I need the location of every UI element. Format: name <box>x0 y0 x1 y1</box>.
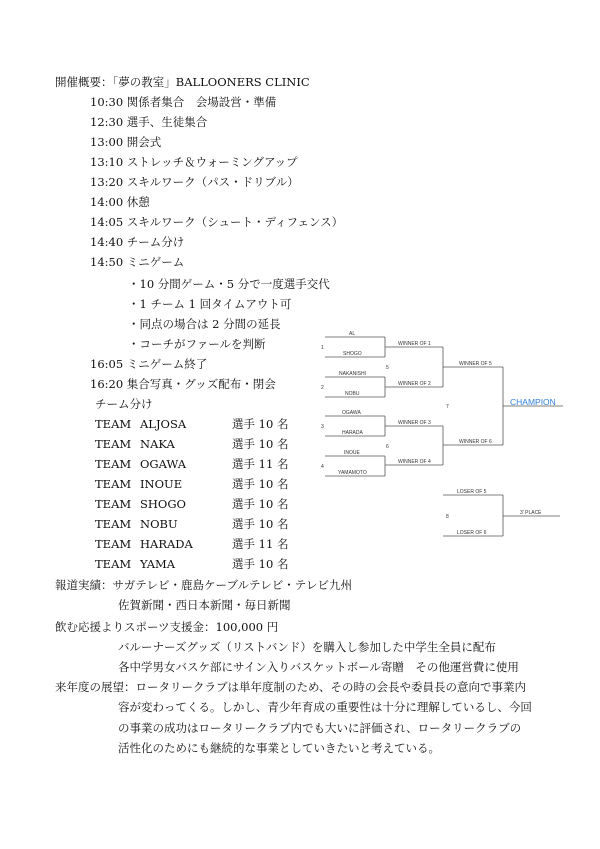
team-player-count: 選手 10 名 <box>232 517 289 531</box>
player-name: OGAWA <box>342 410 361 416</box>
game-number: 7 <box>446 404 449 410</box>
schedule-item: 14:05 スキルワーク（シュート・ディフェンス） <box>90 215 344 229</box>
funds-usage: バルーナーズグッズ（リストバンド）を購入し参加した中学生全員に配布 <box>118 640 496 654</box>
champion-label: CHAMPION <box>510 397 556 407</box>
team-player-count: 選手 11 名 <box>232 537 289 551</box>
bracket-lines <box>325 337 563 536</box>
game-number: 1 <box>321 345 324 351</box>
minigame-rule: ・10 分間ゲーム・5 分で一度選手交代 <box>128 277 330 291</box>
team-player-count: 選手 10 名 <box>232 417 289 431</box>
player-name: HARADA <box>342 430 363 436</box>
schedule-item: 13:00 開会式 <box>90 135 162 149</box>
schedule-item: 14:00 休憩 <box>90 195 150 209</box>
winner-label: WINNER OF 6 <box>459 439 492 445</box>
game-number: 5 <box>386 365 389 371</box>
team-label: TEAM <box>95 477 132 491</box>
player-name: INOUE <box>344 450 360 456</box>
teams-heading: チーム分け <box>95 397 153 411</box>
player-name: YAMAMOTO <box>338 470 367 476</box>
team-name: ALJOSA <box>140 417 187 431</box>
third-place-label: 3' PLACE <box>520 510 542 516</box>
game-number: 4 <box>321 464 324 470</box>
team-name: SHOGO <box>140 497 186 511</box>
schedule-item: 13:20 スキルワーク（パス・ドリブル） <box>90 175 299 189</box>
minigame-rule: ・同点の場合は 2 分間の延長 <box>128 317 281 331</box>
schedule-item: 16:20 集合写真・グッズ配布・閉会 <box>90 377 276 391</box>
team-name: HARADA <box>140 537 193 551</box>
media-coverage-cont: 佐賀新聞・西日本新聞・毎日新聞 <box>118 598 291 612</box>
game-number: 2 <box>321 385 324 391</box>
player-name: SHOGO <box>343 351 362 357</box>
player-name: NOBU <box>345 391 360 397</box>
schedule-item: 12:30 選手、生徒集合 <box>90 115 208 129</box>
funds-amount: 飲む応援よりスポーツ支援金：100,000 円 <box>55 620 279 634</box>
team-label: TEAM <box>95 417 132 431</box>
minigame-rule: ・コーチがファールを判断 <box>128 337 266 351</box>
team-player-count: 選手 10 名 <box>232 437 289 451</box>
outlook: 容が変わってくる。しかし、青少年育成の重要性は十分に理解しているし、今回 <box>118 700 532 714</box>
game-number: 6 <box>386 444 389 450</box>
team-label: TEAM <box>95 537 132 551</box>
media-coverage: 報道実績：サガテレビ・鹿島ケーブルテレビ・テレビ九州 <box>55 578 353 592</box>
team-name: NAKA <box>140 437 175 451</box>
team-label: TEAM <box>95 437 132 451</box>
loser-label: LOSER OF 5 <box>457 489 487 495</box>
outlook: の事業の成功はロータリークラブ内でも大いに評価され、ロータリークラブの <box>118 721 522 735</box>
game-number: 8 <box>446 514 449 520</box>
team-name: YAMA <box>140 557 176 571</box>
winner-label: WINNER OF 5 <box>459 361 492 367</box>
winner-label: WINNER OF 1 <box>398 341 431 347</box>
player-name: NAKANISHI <box>339 371 366 377</box>
team-label: TEAM <box>95 497 132 511</box>
team-label: TEAM <box>95 557 132 571</box>
team-name: INOUE <box>140 477 183 491</box>
team-name: NOBU <box>140 517 178 531</box>
outlook: 来年度の展望：ロータリークラブは単年度制のため、その時の会長や委員長の意向で事業内 <box>55 680 527 694</box>
schedule-item: 14:40 チーム分け <box>90 235 185 249</box>
team-player-count: 選手 11 名 <box>232 457 289 471</box>
minigame-rule: ・1 チーム 1 回タイムアウト可 <box>128 297 292 311</box>
team-player-count: 選手 10 名 <box>232 497 289 511</box>
team-label: TEAM <box>95 457 132 471</box>
overview-title: 開催概要：「夢の教室」BALLOONERS CLINIC <box>55 75 310 89</box>
game-number: 3 <box>321 424 324 430</box>
team-name: OGAWA <box>140 457 187 471</box>
winner-label: WINNER OF 2 <box>398 381 431 387</box>
tournament-bracket <box>315 325 595 550</box>
team-player-count: 選手 10 名 <box>232 477 289 491</box>
winner-label: WINNER OF 4 <box>398 459 431 465</box>
funds-usage: 各中学男女バスケ部にサイン入りバスケットボール寄贈 その他運営費に使用 <box>118 660 519 674</box>
loser-label: LOSER OF 6 <box>457 530 487 536</box>
schedule-item: 16:05 ミニゲーム終了 <box>90 357 208 371</box>
player-name: AL <box>349 331 356 337</box>
winner-label: WINNER OF 3 <box>398 420 431 426</box>
outlook: 活性化のためにも継続的な事業としていきたいと考えている。 <box>118 741 440 755</box>
schedule-item: 14:50 ミニゲーム <box>90 255 185 269</box>
schedule-item: 10:30 関係者集合 会場設営・準備 <box>90 95 277 109</box>
team-label: TEAM <box>95 517 132 531</box>
team-player-count: 選手 10 名 <box>232 557 289 571</box>
schedule-item: 13:10 ストレッチ＆ウォーミングアップ <box>90 155 298 169</box>
